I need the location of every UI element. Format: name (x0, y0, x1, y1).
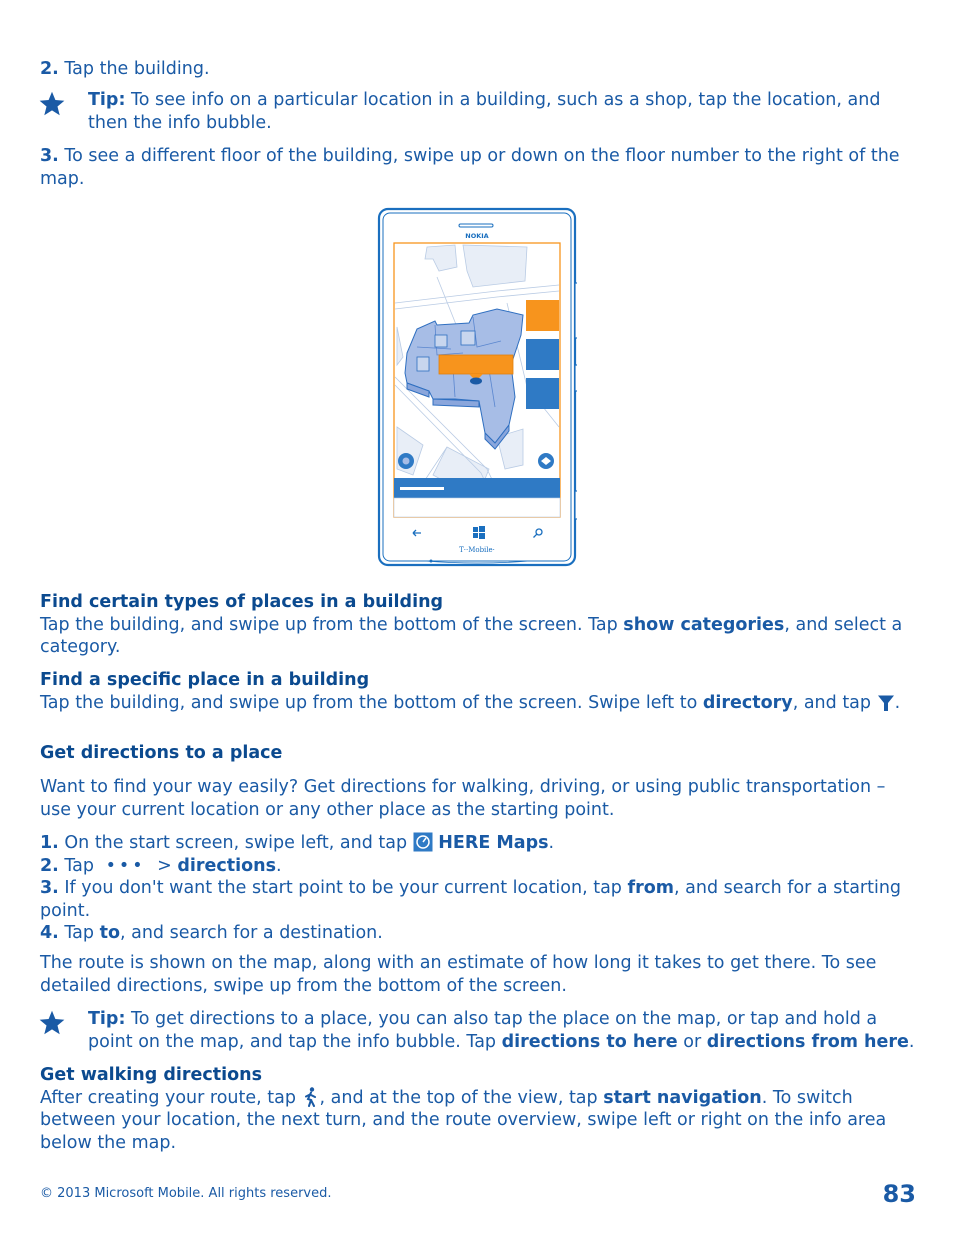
directions-steps (40, 832, 920, 945)
step-number: 2. (40, 59, 59, 79)
section-heading: Find certain types of places in a building (40, 592, 444, 612)
body-text: , and tap (792, 692, 877, 713)
step-text: On the start screen, swipe left, and tap (58, 833, 413, 853)
ui-term-to: to (99, 923, 120, 943)
step-text: , and search for a starting point. (40, 878, 902, 921)
section-heading: Find a specific place in a building (40, 670, 370, 690)
filter-icon (877, 694, 895, 712)
ui-term-start-navigation: start navigation (603, 1087, 762, 1108)
body-text: , and select a category. (40, 614, 903, 657)
tip-text: To get directions to a place, you can also tap the place on the map, or tap and hold a point on the map, and tap the info bubble. Tap (88, 1009, 878, 1052)
tip-directions (88, 1008, 918, 1053)
section-directions-heading (40, 742, 920, 765)
tip-text: . (908, 1031, 915, 1052)
step-3 (40, 145, 920, 190)
step-number: 2. (40, 855, 59, 876)
step-number: 4. (40, 923, 59, 943)
star-icon (38, 90, 66, 118)
step-text: Tap (58, 923, 100, 943)
body-text: Tap the building, and swipe up from the bottom of the screen. Tap (40, 614, 624, 635)
ui-term-from: from (627, 878, 674, 898)
step-text: . (276, 855, 282, 876)
body-text: After creating your route, tap (40, 1087, 302, 1108)
body-text: , and at the top of the view, tap (319, 1087, 604, 1108)
tip-floor-info (88, 89, 918, 134)
step-text: . (548, 833, 555, 853)
star-icon (38, 1009, 66, 1037)
step-number: 3. (40, 878, 59, 898)
walking-icon (302, 1087, 320, 1107)
route-description: The route is shown on the map, along with an estimate of how long it takes to get there. To see detailed directions, swipe up from the bottom of the screen. (40, 953, 877, 996)
tip-text: To see info on a particular location in a building, such as a shop, tap the location, and then the info bubble. (88, 90, 881, 133)
copyright: © 2013 Microsoft Mobile. All rights reserved. (40, 1186, 332, 1201)
ui-term-show-categories: show categories (623, 614, 785, 635)
step-text: > (151, 855, 178, 876)
step-text: , and search for a destination. (119, 923, 383, 943)
step-number: 1. (40, 833, 59, 853)
step-text: Tap (58, 855, 100, 876)
ui-term-directions: directions (177, 855, 277, 876)
tip-label: Tip: (88, 1009, 126, 1029)
phone-carrier: T··Mobile· (459, 546, 495, 554)
section-specific-place (40, 669, 920, 714)
ui-term-directions-from-here: directions from here (706, 1031, 909, 1052)
here-maps-icon (413, 832, 433, 852)
section-walking (40, 1064, 920, 1154)
phone-illustration (377, 207, 577, 569)
body-text: . To switch between your location, the next turn, and the route overview, swipe left or right on the info area below the map. (40, 1087, 887, 1153)
step-text: To see a different floor of the building, swipe up or down on the floor number to the right of the map. (40, 146, 900, 189)
directions-intro: Want to find your way easily? Get directions for walking, driving, or using public transportation – use your current location or any other place as the starting point. (40, 777, 886, 820)
body-text: . (894, 692, 901, 713)
ui-term-directions-to-here: directions to here (501, 1031, 678, 1052)
ui-term-directory: directory (702, 692, 793, 713)
section-heading: Get walking directions (40, 1065, 263, 1085)
section-heading: Get directions to a place (40, 743, 283, 763)
step-text: Tap the building. (58, 59, 210, 79)
more-icon: ••• (105, 855, 146, 876)
step-2 (40, 58, 920, 81)
app-name: HERE Maps (438, 833, 549, 853)
step-text: If you don't want the start point to be your current location, tap (58, 878, 628, 898)
phone-brand: NOKIA (465, 232, 489, 240)
page-number: 83 (882, 1180, 916, 1208)
tip-label: Tip: (88, 90, 126, 110)
body-text: Tap the building, and swipe up from the bottom of the screen. Swipe left to (40, 692, 703, 713)
section-categories (40, 591, 920, 659)
tip-text: or (677, 1031, 707, 1052)
step-number: 3. (40, 146, 59, 166)
